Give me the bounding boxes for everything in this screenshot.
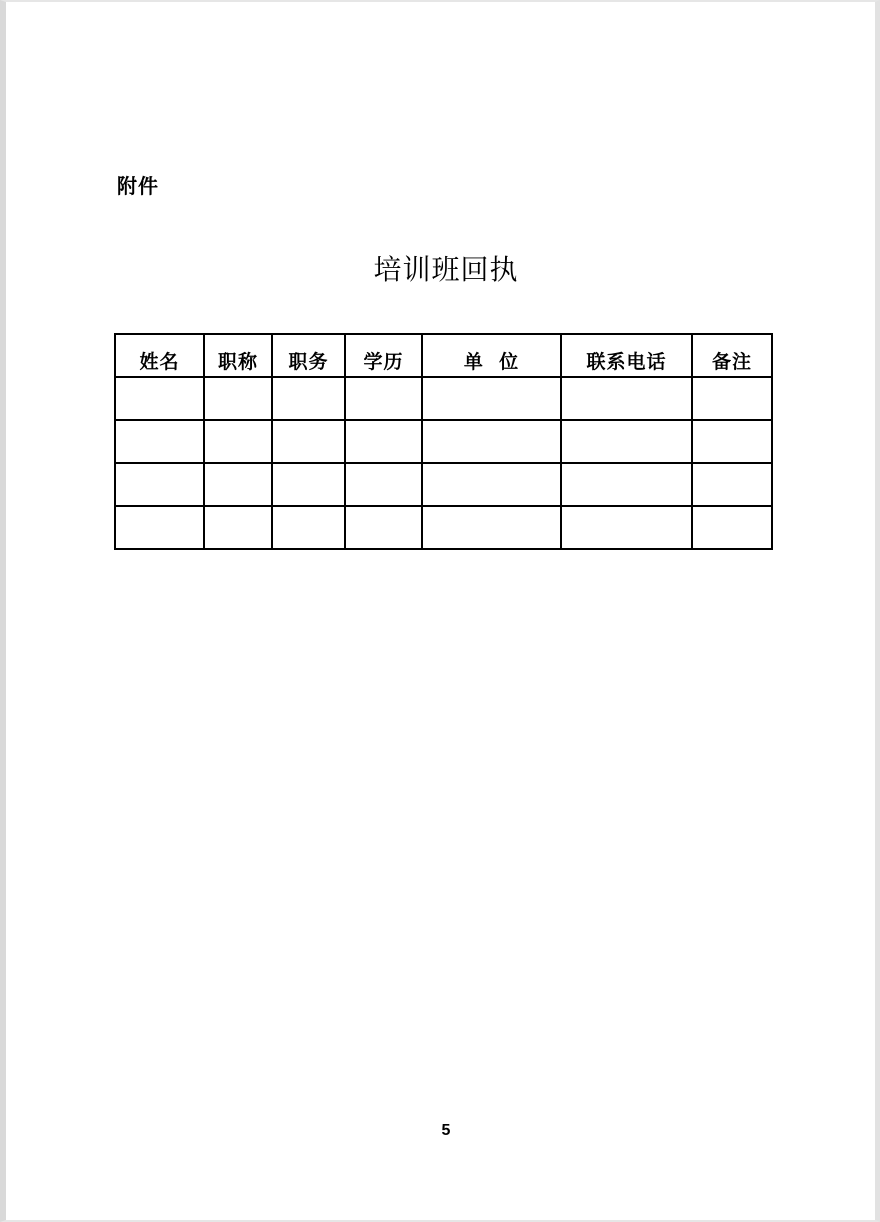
table-cell[interactable] [345, 420, 422, 463]
table-cell[interactable] [204, 420, 272, 463]
attachment-label: 附件 [117, 174, 159, 198]
table-cell[interactable] [115, 463, 204, 506]
table-row [115, 463, 772, 506]
table-cell[interactable] [692, 506, 772, 549]
table-cell[interactable] [561, 506, 692, 549]
table-cell[interactable] [204, 506, 272, 549]
table-cell[interactable] [692, 420, 772, 463]
table-row [115, 377, 772, 420]
table-cell[interactable] [115, 420, 204, 463]
table-header-row [115, 334, 772, 377]
table-cell[interactable] [561, 420, 692, 463]
table-cell[interactable] [561, 377, 692, 420]
table-cell[interactable] [345, 377, 422, 420]
header-phone: 联系电话 [561, 334, 692, 377]
header-name: 姓名 [115, 334, 204, 377]
table-cell[interactable] [345, 463, 422, 506]
table-cell[interactable] [422, 377, 561, 420]
table-cell[interactable] [272, 377, 345, 420]
table-cell[interactable] [204, 463, 272, 506]
table-row [115, 506, 772, 549]
table-cell[interactable] [115, 377, 204, 420]
table-cell[interactable] [422, 463, 561, 506]
header-remarks: 备注 [692, 334, 772, 377]
table-cell[interactable] [692, 463, 772, 506]
table-cell[interactable] [561, 463, 692, 506]
table-cell[interactable] [272, 420, 345, 463]
header-title: 职称 [204, 334, 272, 377]
header-education: 学历 [345, 334, 422, 377]
table-cell[interactable] [115, 506, 204, 549]
table-cell[interactable] [272, 463, 345, 506]
table-cell[interactable] [422, 420, 561, 463]
page-title: 培训班回执 [373, 253, 519, 286]
page-number: 5 [441, 1122, 451, 1139]
table-cell[interactable] [692, 377, 772, 420]
receipt-table [114, 333, 773, 550]
table-cell[interactable] [204, 377, 272, 420]
header-position: 职务 [272, 334, 345, 377]
table-row [115, 420, 772, 463]
table-cell[interactable] [272, 506, 345, 549]
table-cell[interactable] [345, 506, 422, 549]
table-cell[interactable] [422, 506, 561, 549]
header-organization: 单 位 [422, 334, 561, 377]
